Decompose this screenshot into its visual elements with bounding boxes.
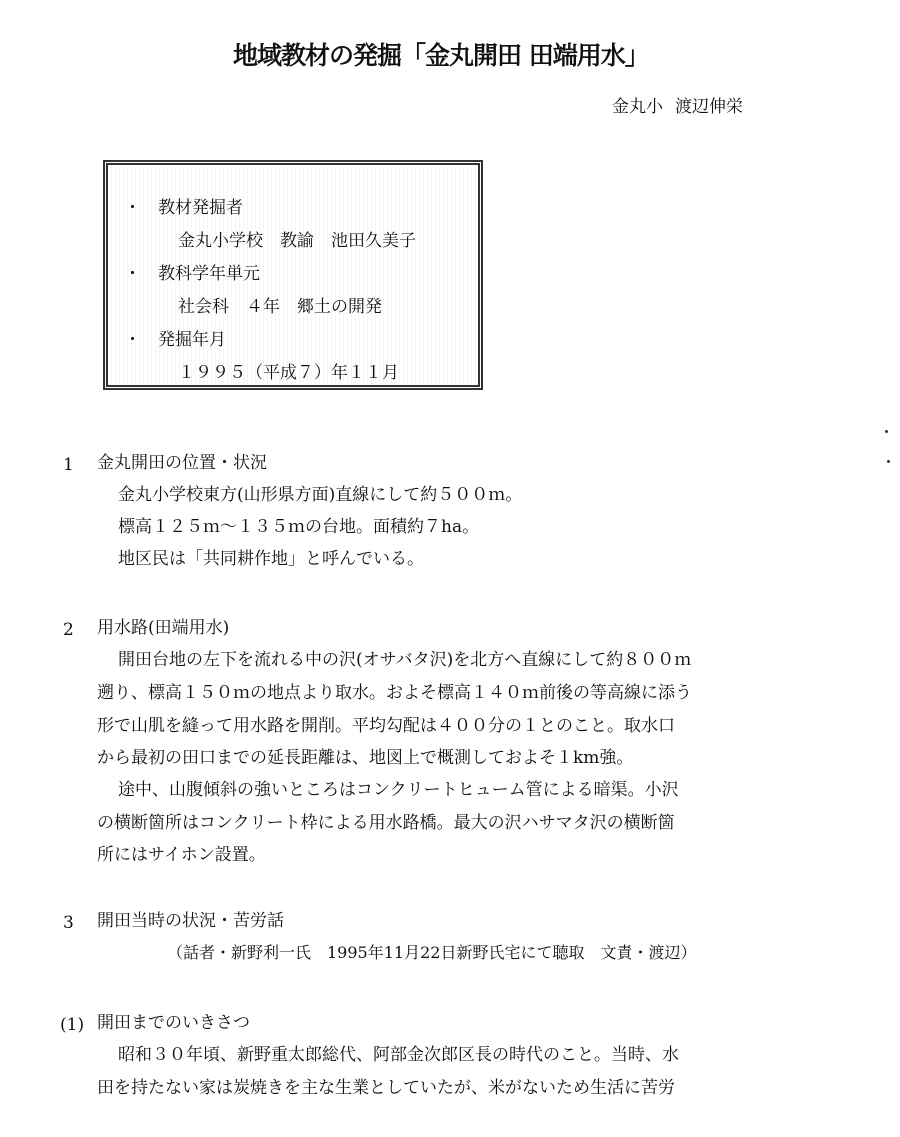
paragraph-line: 昭和３０年頃、新野重太郎総代、阿部金次郎区長の時代のこと。当時、水 <box>118 1045 679 1065</box>
info-value-discoverer: 金丸小学校 教諭 池田久美子 <box>178 231 416 251</box>
section-heading: 用水路(田端用水) <box>97 618 230 638</box>
bullet-icon: ・ <box>124 330 141 350</box>
author-school: 金丸小 <box>612 97 663 117</box>
paragraph-line: 遡り、標高１５０ｍの地点より取水。およそ標高１４０ｍ前後の等高線に添う <box>97 683 692 703</box>
author-line <box>612 92 743 117</box>
document-title: 地域教材の発掘「金丸開田 田端用水」 <box>233 41 649 70</box>
paragraph-line: 途中、山腹傾斜の強いところはコンクリートヒューム管による暗渠。小沢 <box>118 780 679 800</box>
section-heading: 開田当時の状況・苦労話 <box>97 911 284 931</box>
paragraph-line: 地区民は「共同耕作地」と呼んでいる。 <box>118 549 424 569</box>
paragraph-line: の横断箇所はコンクリート枠による用水路橋。最大の沢ハサマタ沢の横断箇 <box>97 813 675 833</box>
paragraph-line: 所にはサイホン設置。 <box>97 845 266 865</box>
scan-speck <box>887 460 890 463</box>
section-number: 3 <box>63 913 74 933</box>
paragraph-line: 金丸小学校東方(山形県方面)直線にして約５００ｍ。 <box>118 485 523 505</box>
info-heading-date: 発掘年月 <box>158 330 226 350</box>
paragraph-line: 形で山肌を縫って用水路を開削。平均勾配は４００分の１とのこと。取水口 <box>97 716 675 736</box>
section-number: 1 <box>63 455 74 475</box>
source-note: （話者・新野利一氏 1995年11月22日新野氏宅にて聴取 文責・渡辺） <box>167 943 697 962</box>
section-number: 2 <box>63 620 74 640</box>
scan-speck <box>885 430 888 433</box>
info-value-unit: 社会科 ４年 郷土の開発 <box>178 297 382 317</box>
info-value-date: １９９５（平成７）年１１月 <box>178 363 399 383</box>
paragraph-line: から最初の田口までの延長距離は、地図上で概測しておよそ１km強。 <box>97 748 634 768</box>
info-heading-unit: 教科学年単元 <box>158 264 260 284</box>
subsection-heading: 開田までのいきさつ <box>97 1013 250 1033</box>
info-box <box>103 160 483 390</box>
info-heading-discoverer: 教材発掘者 <box>158 198 243 218</box>
subsection-number: (1) <box>60 1015 85 1035</box>
author-name: 渡辺伸栄 <box>675 97 743 117</box>
bullet-icon: ・ <box>124 264 141 284</box>
section-heading: 金丸開田の位置・状況 <box>97 453 267 473</box>
bullet-icon: ・ <box>124 198 141 218</box>
paragraph-line: 田を持たない家は炭焼きを主な生業としていたが、米がないため生活に苦労 <box>97 1078 675 1098</box>
paragraph-line: 標高１２５ｍ～１３５ｍの台地。面積約７ha。 <box>118 517 480 537</box>
paragraph-line: 開田台地の左下を流れる中の沢(オサバタ沢)を北方へ直線にして約８００ｍ <box>118 650 692 670</box>
